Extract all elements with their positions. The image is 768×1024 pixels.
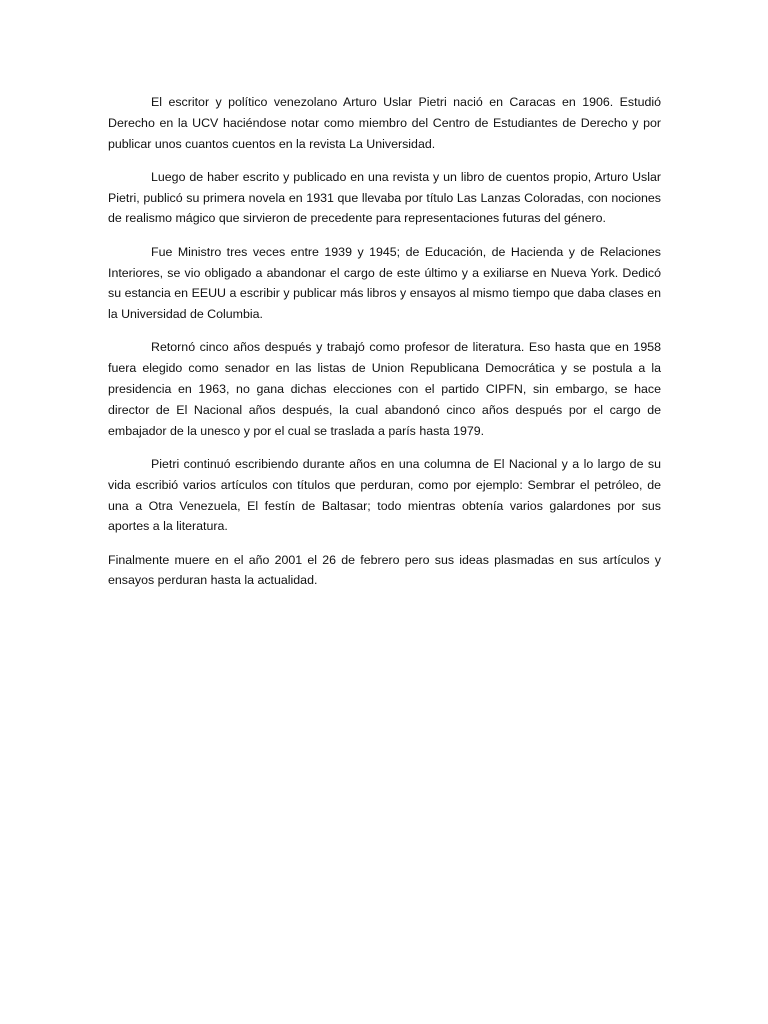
paragraph-minister-exile: Fue Ministro tres veces entre 1939 y 1945; de Educación, de Hacienda y de Relaciones Interiores, se vio obligado a abandonar el cargo de este último y a exiliarse en Nueva York. Dedicó su estancia en EEUU a escribir y publicar más libros y ensayos al mismo tiempo que daba clases en la Universidad de Columbia.	[108, 244, 661, 322]
paragraph-first-novel: Luego de haber escrito y publicado en una revista y un libro de cuentos propio, Arturo Uslar Pietri, publicó su primera novela en 1931 que llevaba por título Las Lanzas Coloradas, con nociones de realismo mágico que sirvieron de precedente para representaciones futuras del género.	[108, 169, 661, 226]
document-body	[108, 92, 661, 604]
paragraph-birth-education: El escritor y político venezolano Arturo Uslar Pietri nació en Caracas en 1906. Estudió Derecho en la UCV haciéndose notar como miembro del Centro de Estudiantes de Derecho y por publicar unos cuantos cuentos en la revista La Universidad.	[108, 95, 661, 151]
paragraph-writing-career: Pietri continuó escribiendo durante años en una columna de El Nacional y a lo largo de su vida escribió varios artículos con títulos que perduran, como por ejemplo: Sembrar el petróleo, de una a Otra Venezuela, El festín de Baltasar; todo mientras obtenía varios galardones por sus aportes a la literatura.	[108, 456, 661, 534]
paragraph-death-legacy: Finalmente muere en el año 2001 el 26 de febrero pero sus ideas plasmadas en sus artículos y ensayos perduran hasta la actualidad.	[108, 552, 661, 588]
paragraph-return-politics: Retornó cinco años después y trabajó como profesor de literatura. Eso hasta que en 1958 fuera elegido como senador en las listas de Union Republicana Democrática y se postula a la presidencia en 1963, no gana dichas elecciones con el partido CIPFN, sin embargo, se hace director de El Nacional años después, la cual abandonó cinco años después por el cargo de embajador de la unesco y por el cual se traslada a parís hasta 1979.	[108, 340, 661, 438]
